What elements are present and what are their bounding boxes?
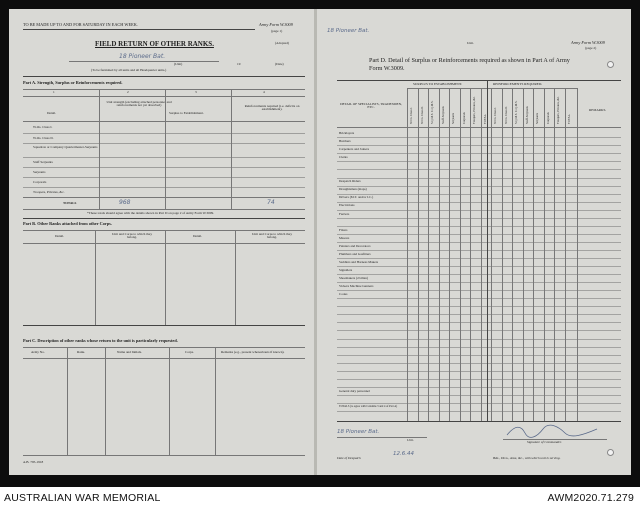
row-corporals: Corporals [33,180,47,184]
row-serjeants: Serjeants [33,170,46,174]
row-wo-class-1: W.Os. Class I. [33,125,53,129]
trade-row-label: Signallers [339,267,353,272]
form-title: FIELD RETURN OF OTHER RANKS. [95,40,214,48]
row-wo-class-2: W.Os. Class II. [33,136,54,140]
row-staff-serjeants: Staff Serjeants [33,160,53,164]
column-subheader: S.Q.M.S. C.Q.M.S. [514,100,518,124]
col-header-detail: Detail. [47,111,57,115]
unit-label: (Unit) [174,62,183,66]
column-subheader: Staff-Serjeants [524,106,529,124]
column-subheader: Corporals [545,112,550,124]
date-label: (Date) [275,62,284,66]
bde-label: Bde., Divn., Area, &c., with which unit is serving. [493,456,561,460]
col-header-reinforcements: Reinforcements required (i.e. deficits on establishment). [244,104,300,112]
trade-row-label: Butchers [339,139,351,144]
trade-row-label: Bricklayers [339,131,355,135]
page-label: (page 1) [271,29,283,33]
year-prefix: 19 [237,62,241,66]
col-header-surplus: Surplus to Establishment. [169,111,204,115]
column-subheader: TOTAL. [566,113,571,124]
column-subheader: Serjeants [451,113,455,124]
form-sheet [9,9,631,475]
column-subheader: Serjeants [535,113,539,124]
row-troopers-privates: Troopers, Privates, &c. [33,190,65,194]
handwritten-total-strength: 968 [119,199,131,206]
print-code: A.B. 795-1918 [23,460,44,464]
handwritten-date: 12.6.44 [393,451,414,457]
trade-row-label: Cooks [339,292,348,296]
trade-row-label: Saddlers and Harness Makers [339,259,379,264]
trade-row-label: Plumbers and Gasfitters [339,251,371,256]
trade-row-label: Painters and Decorators [339,243,371,248]
column-subheader: Troopers, Privates, &c. [556,96,560,124]
part-a-title: Part A. Strength, Surplus or Reinforcements required. [23,80,123,85]
handwritten-unit: 18 Pioneer Bat. [119,53,166,60]
trade-row-label: Shoemakers (civilian) [339,275,369,280]
trade-row-label: Farriers [339,211,350,216]
remarks-header: REMARKS. [589,108,607,112]
form-page-1: TO BE MADE UP TO AND FOR SATURDAY IN EACH WEEK. Army Form W.3009 (page 1) FIELD RETURN OF OTHER RANKS. (Adopted) 18 Pioneer Bat. (Unit) 19 (Date) (To be furnished by all units and all Headquarter units.) Part A. Strength, Surplus or Reinforcements required. 1 2 3 4 Detail. Unit strength (excluding attached personnel and reinforcements not yet absorbed) Surplus to Establishment. Reinforcements required (i.e. deficits on establishment). W.Os. Class I. W.Os. Class II. Squadron or Company Quartermaster-Serjeants Staff Serjeants Serjeants Corporals Troopers, Privates, &c. TOTALS 968 74 *These totals should agree with the details shown in Part D on page 2 of Army Form W.3009. Part B. Other Ranks attached from other Corps. Detail. Unit and Corps to which they belong. Detail. Unit and Corps to which they belong. Part C. Description of other ranks whose return to the unit is particularly requested. Army No. Rank. Name and Initials. Corps. Remarks (e.g., present whereabouts if known). A.B. 795-1918 [9,9,314,475]
commander-signature [503,423,603,439]
part-d-title: Part D. Detail of Surplus or Reinforcements required as shown in Part A of Army Form W.3009. [369,57,570,73]
punch-hole-top [607,61,614,68]
archive-name: AUSTRALIAN WAR MEMORIAL [4,492,161,504]
accession-number: AWM2020.71.279 [547,492,634,504]
reinforcements-group-header: REINFORCEMENTS REQUIRED. [493,82,543,86]
part-b-title: Part B. Other Ranks attached from other Corps. [23,221,112,226]
top-note: TO BE MADE UP TO AND FOR SATURDAY IN EACH WEEK. [23,22,138,27]
trade-row-label: Vickers Machine Gunners [339,283,374,288]
part-c-title: Part C. Description of other ranks whose return to the unit is particularly requested. [23,338,178,343]
col-header-strength: Unit strength (excluding attached personnel and reinforcements not yet absorbed) [106,100,172,108]
despatch-date-label: Date of Despatch [337,456,361,460]
column-subheader: W.Os. Class I. [493,106,497,124]
trade-row-label: Draughtsmen (maps) [339,187,367,192]
column-subheader: Corporals [461,112,466,124]
column-subheader: Staff-Serjeants [440,106,445,124]
trade-row-label: Despatch Riders [339,179,361,184]
detail-header: DETAIL OF SPECIALISTS, TRADESMEN, ETC. [340,102,402,110]
handwritten-footer-unit: 18 Pioneer Bat. [337,429,380,435]
army-form-number: Army Form W.3009 [259,22,293,27]
handwritten-total-reinforcements: 74 [267,199,275,206]
column-subheader: W.Os. Class I. [409,106,413,124]
trade-row-label: Drivers (M.T. and/or I.C.) [339,195,374,200]
punch-hole-bottom [607,449,614,456]
column-subheader: TOTAL. [482,113,487,124]
unit-label-page-2: Unit. [467,41,474,45]
handwritten-unit-page-2: 18 Pioneer Bat. [327,28,370,34]
trade-row-label: Fitters [339,227,348,232]
unit-footer-label: Unit. [407,438,414,442]
column-subheader: W.Os. Class II. [503,105,508,124]
column-subheader: W.Os. Class II. [419,105,424,124]
adopted-label: (Adopted) [275,41,289,45]
row-quartermaster-serjeants: Squadron or Company Quartermaster-Serjeants [33,145,98,149]
trade-row-label: TOTALS (to agree with Columns 3 and 4 of Part A) [339,404,398,408]
page-label-2: (page 2) [585,46,597,50]
signature-label: Signature of Commander. [527,440,562,444]
form-page-2 [317,9,631,475]
trade-row-label: Carpenters and Joiners [339,147,370,152]
totals-label: TOTALS [63,201,77,205]
trade-row-label: General duty personnel [339,388,370,393]
furnished-note: (To be furnished by all units and all Headquarter units.) [91,68,167,72]
trade-row-label: Electricians [339,203,355,208]
surplus-group-header: SURPLUS TO ESTABLISHMENT. [413,82,463,86]
column-subheader: S.Q.M.S. C.Q.M.S. [430,100,434,124]
trade-row-label: Masons [339,235,350,240]
column-subheader: Troopers, Privates, &c. [472,96,476,124]
archive-footer [0,487,640,508]
army-form-number-page-2: Army Form W.3009 [571,40,605,45]
part-a-footnote: *These totals should agree with the details shown in Part D on page 2 of Army Form W.3009. [87,211,215,215]
trade-row-label: Clerks [339,155,348,160]
